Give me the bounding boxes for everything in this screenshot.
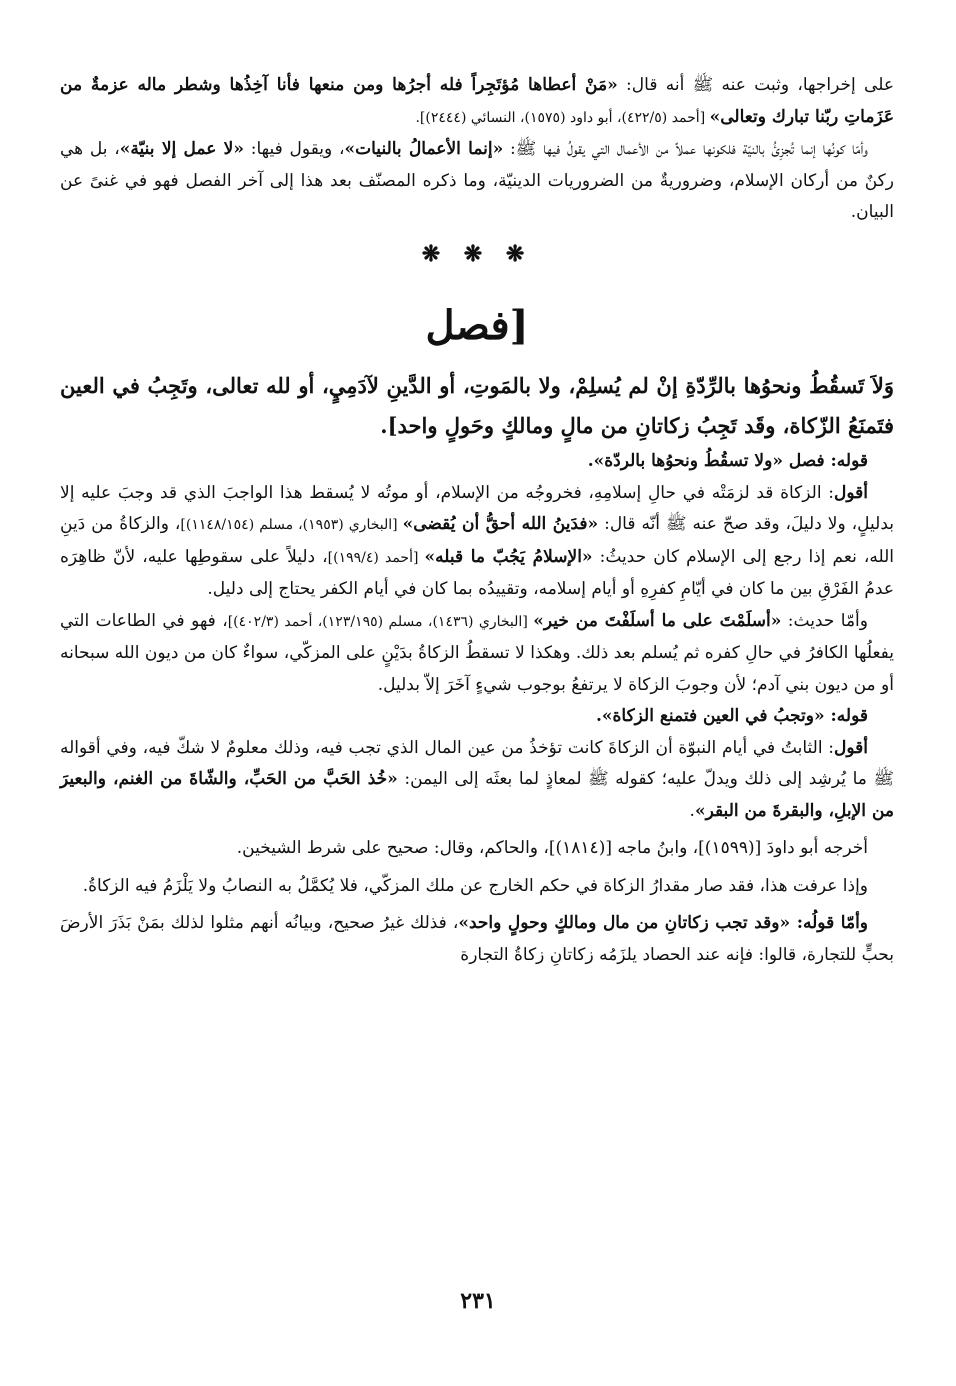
hadith-quote: «مَنْ أعطاها مُؤتَجِراً فله أجرُها ومن منعها فأنا آخِذُها وشطر ماله عزمةٌ من عَزَماتِ ربّنا تبارك وتعالى»: [60, 75, 894, 127]
hadith-quote: «أسلَمْتَ على ما أسلَفْتَ من خير»: [533, 610, 782, 631]
commentary-paragraph-2: [60, 606, 894, 702]
section-separator: ❋ ❋ ❋: [421, 240, 533, 267]
section-heading: [فصل: [425, 302, 529, 349]
body-text: .: [689, 800, 695, 821]
hadith-quote: «الإسلامُ يَجُبّ ما قبله»: [424, 546, 593, 567]
commentary-paragraph-3: [60, 733, 894, 828]
body-text: وأمّا حديث:: [781, 610, 868, 631]
body-text: : الثابتُ في أيام النبوّة أن الزكاةَ كانت تؤخذُ من عين المال الذي تجب فيه، وذلك معلومٌ لا شكّ فيه، وفي أقواله ﷺ ما يُرشِد إلى ذلك ويدلّ عليه؛ كقوله ﷺ لمعاذٍ لما بعثَه إلى اليمن:: [60, 737, 894, 789]
hadith-quote: «لا عمل إلا بنيّة»: [119, 139, 244, 159]
hadith-quote: «خُذ الحَبَّ من الحَبِّ، والشّاةَ من الغنم، والبعيرَ من الإبلِ، والبقرةَ من البقر»: [60, 769, 894, 821]
citation: [البخاري (١٩٥٣)، مسلم (١١٤٨/١٥٤)]: [180, 517, 403, 533]
aqul-label: أقول: [834, 482, 868, 503]
citation: [أحمد (٤٢٢/٥)، أبو داود (١٥٧٥)، النسائي (٢٤٤٤)].: [415, 109, 710, 126]
intro-text: وأمّا كونُها إنما تُجزِئُ بالنيّة فلكونها عملاً من الأعمال التي يقولُ فيها ﷺ:: [503, 139, 868, 159]
intro-text: على إخراجها، وثبت عنه ﷺ أنه قال:: [617, 75, 894, 95]
takhrij-paragraph: أخرجه أبو داودَ [(١٥٩٩)]، وابنُ ماجه [(١٨١٤)]، والحاكم، وقال: صحيح على شرط الشيخين.: [236, 838, 868, 858]
body-text: ، والزكاةُ من دَينِ الله، نعم إذا رجع إلى الإسلام كان حديثُ:: [60, 514, 894, 567]
matn-text: وَلاَ تَسقُطُ ونحوُها بالرِّدّةِ إنْ لم يُسلِمْ، ولا بالمَوتِ، أو الدَّينِ لآدَمِيٍ، أو لله تعالى، وتَجِبُ في العين فتَمنَعُ الزّكاة، وقَد تَجِبُ زكاتانِ من مالٍ ومالكٍ وحَولٍ واحد].: [60, 373, 894, 438]
hadith-quote: «إنما الأعمالُ بالنيات»: [344, 139, 504, 159]
intro-text: ، بل هي ركنٌ من أركان الإسلام، وضروريةٌ من الضروريات الدينيّة، وما ذكره المصنّف بعد هذا إلى آخر الفصل فهو في غنىً عن البيان.: [60, 139, 894, 222]
intro-text: ، ويقول فيها:: [244, 139, 345, 159]
body-text: ، فذلك غيرُ صحيح، وبيانُه أنهم مثلوا لذلك بمَنْ بَذَرَ الأرضَ بحبٍّ للتجارة، قالوا: فإنه عند الحصاد يلزَمُه زكاتانِ زكاةُ التجارة: [60, 913, 894, 965]
citation: [البخاري (١٤٣٦)، مسلم (١٢٣/١٩٥)، أحمد (٤٠٢/٣)]: [227, 613, 534, 630]
commentary-paragraph-5: [60, 908, 894, 971]
commentary-paragraph-1: [60, 478, 894, 606]
aqul-label: أقول: [834, 737, 868, 758]
body-text: ، فهو في الطاعات التي يفعلُها الكافرُ في حالِ كفره ثم يُسلم بعد ذلك. وهكذا لا تسقطُ الزكاةُ بدَيْنٍ على المزكّي، سواءٌ كان من ديون الله سبحانه أو من ديون بني آدم؛ لأن وجوبَ الزكاة لا يرتفعُ بوجوب شيءٍ آخَرَ إلاّ بدليل.: [60, 610, 894, 695]
page-number: ٢٣١: [460, 1288, 496, 1314]
matn-quote: : «وقد تجب زكاتانِ من مال ومالكٍ وحولٍ واحد»: [458, 913, 803, 933]
body-text: : الزكاة قد لزمَتْه في حالِ إسلامِهِ، فخروجُه من الإسلام، أو موتُه لا يُسقط هذا الواجبَ الذي قد وجبَ عليه إلا بدليلٍ، ولا دليلَ، وقد صحّ عنه ﷺ أنّه قال:: [60, 482, 894, 534]
hadith-quote: «فدَينُ الله أحقُّ أن يُقضى»: [402, 514, 599, 534]
intro-paragraph-2: [60, 134, 894, 229]
amma-qawluhu-label: وأمّا قولُه: [803, 913, 869, 933]
page-body: [60, 70, 894, 971]
citation: [أحمد (١٩٩/٤)]: [327, 549, 425, 566]
commentary-quote-2: قوله: «وتجبُ في العين فتمنع الزكاة».: [595, 706, 868, 726]
commentary-paragraph-4: وإذا عرفت هذا، فقد صار مقدارُ الزكاة في حكم الخارج عن ملك المزكّي، فلا يُكمَّلُ به النصابُ ولا يَلْزَمُ فيه الزكاةُ.: [82, 875, 868, 896]
commentary-quote-1: قوله: فصل «ولا تسقُطُ ونحوُها بالردّة».: [587, 451, 868, 471]
intro-paragraph-1: [60, 70, 894, 134]
body-text: ، دليلاً على سقوطِها عليه، لأنّ ظاهِرَه عدمُ الفَرْقِ بين ما كان في أيّامِ كفرِهِ أو أيام إسلامه، وتقييدُه بما كان في أيام الكفر يحتاج إلى دليل.: [60, 546, 894, 599]
